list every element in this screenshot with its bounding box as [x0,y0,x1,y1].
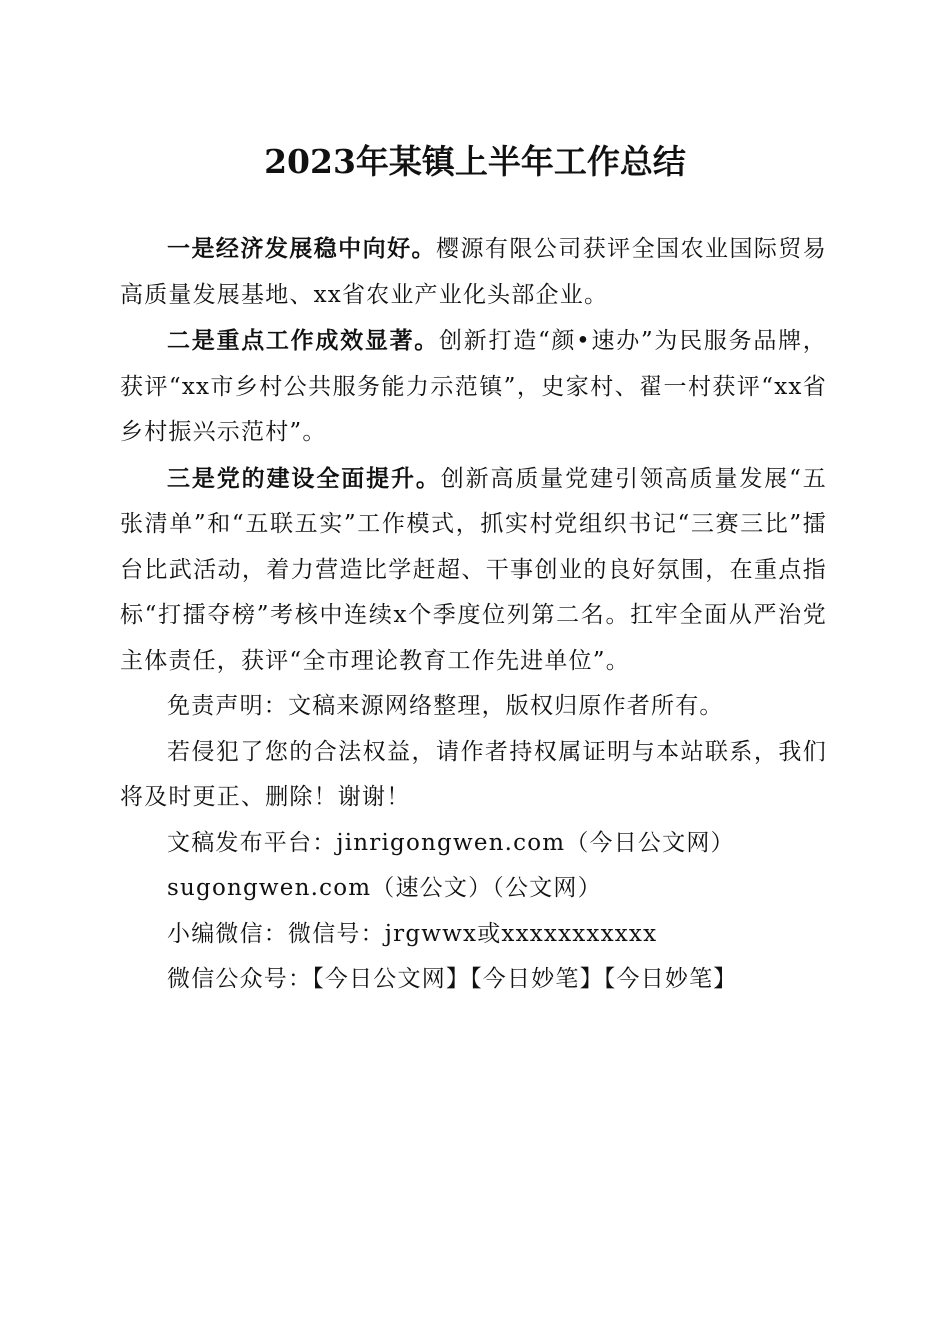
document-body [120,226,827,1003]
paragraph-lead: 一是经济发展稳中向好。 [167,235,436,262]
site2-line: sugongwen.com（速公文）（公文网） [167,875,602,901]
platform-line: 文稿发布平台：jinrigongwen.com（今日公文网） [167,829,735,856]
paragraph-key-work [120,318,827,456]
document-title: 2023年某镇上半年工作总结 [264,142,686,181]
paragraph-lead: 二是重点工作成效显著。 [167,327,440,354]
paragraph-text: 创新高质量党建引领高质量发展“五张清单”和“五联五实”工作模式，抓实村党组织书记“三赛三比”擂台比武活动，着力营造比学赶超、干事创业的良好氛围，在重点指标“打擂夺榜”考核中连续x个季度位列第二名。扛牢全面从严治党主体责任，获评“全市理论教育工作先进单位”。 [120,465,827,674]
paragraph-text: 樱源有限公司获评全国农业国际贸易高质量发展基地、xx省农业产业化头部企业。 [120,236,828,308]
paragraph-lead: 三是党的建设全面提升。 [167,464,441,492]
infringement-line: 若侵犯了您的合法权益，请作者持权属证明与本站联系，我们将及时更正、删除！谢谢！ [120,738,827,810]
wechat-line: 小编微信：微信号：jrgwwx或xxxxxxxxxxx [167,920,658,947]
paragraph-text: 创新打造“颜•速办”为民服务品牌，获评“xx市乡村公共服务能力示范镇”，史家村、翟一村获评“xx省乡村振兴示范村”。 [120,328,827,445]
disclaimer-line: 免责声明：文稿来源网络整理，版权归原作者所有。 [167,693,724,719]
paragraph-economy [120,226,827,318]
official-account-line: 微信公众号：【今日公文网】【今日妙笔】【今日妙笔】 [167,966,738,992]
paragraph-party-building [120,456,827,685]
